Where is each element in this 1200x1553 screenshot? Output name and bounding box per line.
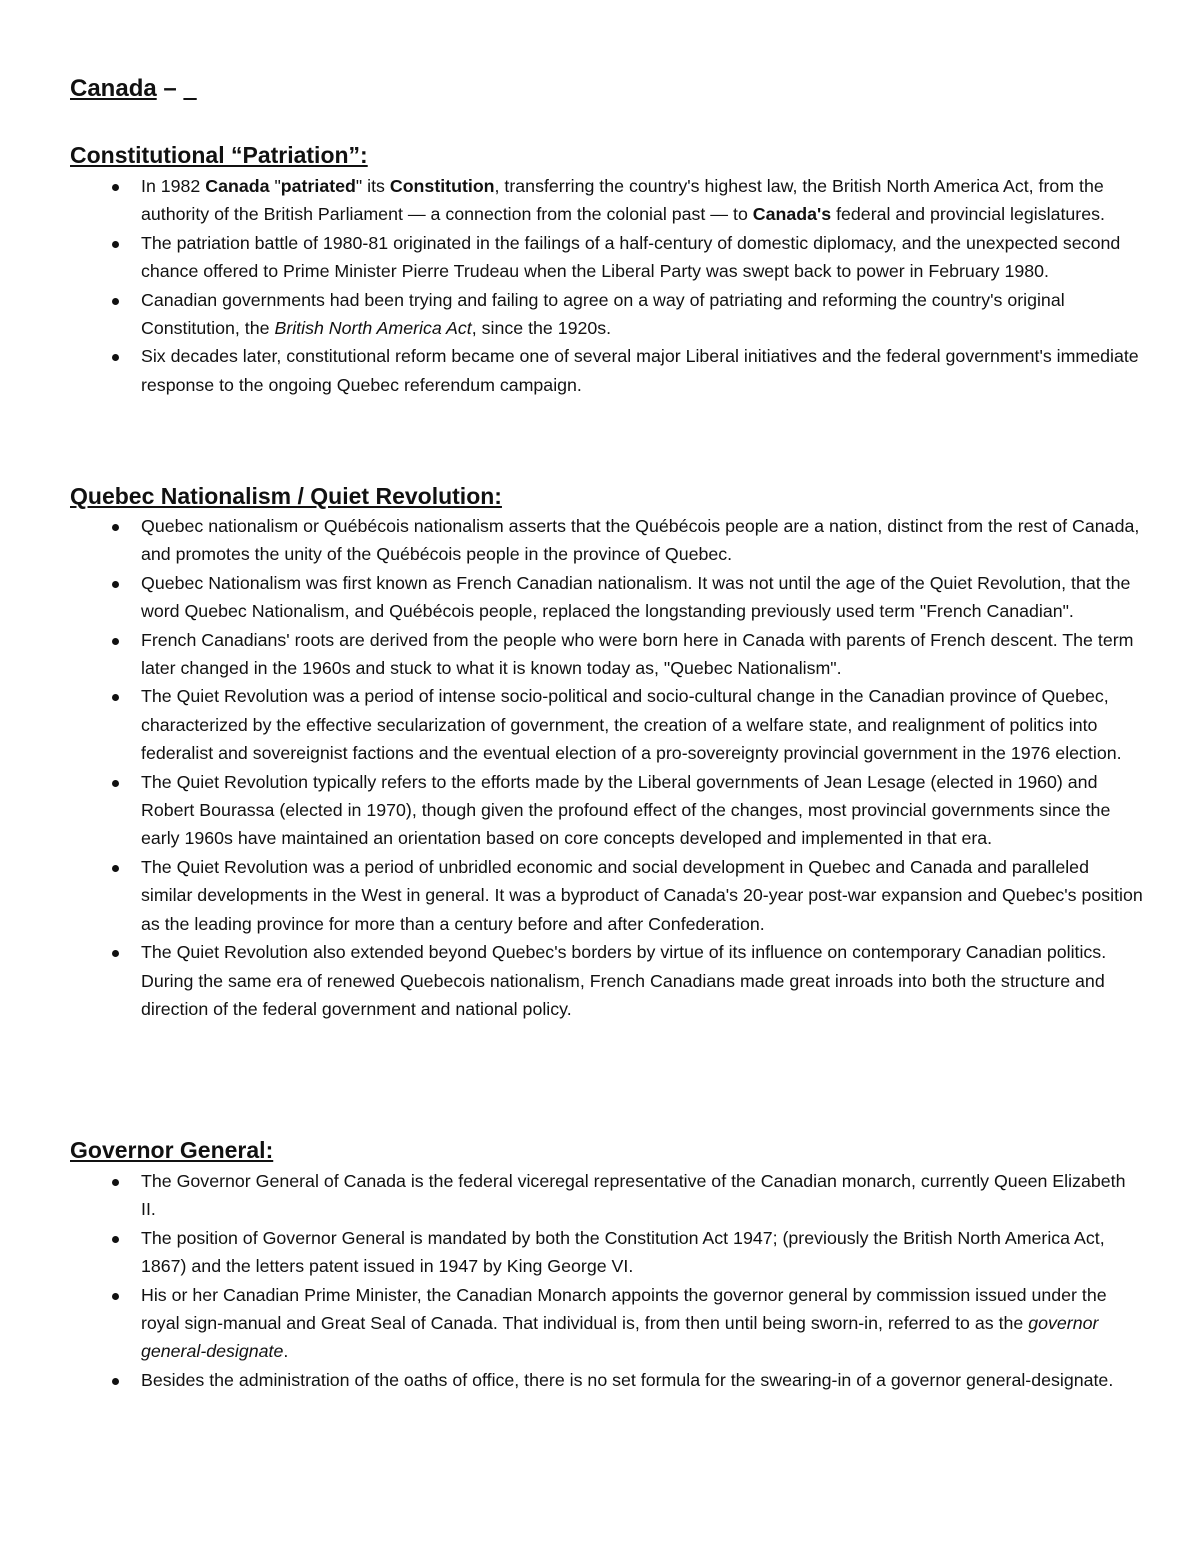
bullet-item [70,286,1145,343]
bullet-item [70,512,1145,569]
section-list-quebec [70,512,1145,1023]
text-run: , since the 1920s. [471,318,612,339]
text-run: The Quiet Revolution was a period of intense socio-political and socio-cultural change in the Canadian province of Quebec, characterized by the effective secularization of government, the creation of a welfare state, and realignment of politics into federalist and sovereignist factions and the eventual election of a pro-sovereignty provincial government in the 1976 election. [141,686,1122,764]
document-title [70,74,197,104]
bold-text: patriated [280,176,356,196]
bullet-item [70,1224,1145,1281]
bullet-dot-icon [112,1236,119,1243]
bullet-dot-icon [112,780,119,787]
bullet-dot-icon [112,524,119,531]
bullet-item [70,1167,1145,1224]
text-run: " [269,176,281,196]
bullet-dot-icon [112,694,119,701]
bullet-item [70,172,1145,229]
section-heading-governor-general: Governor General: [70,1137,274,1163]
bullet-dot-icon [112,581,119,588]
title-main: Canada [70,75,157,102]
bullet-item [70,682,1145,767]
bullet-dot-icon [112,1293,119,1300]
text-run: Six decades later, constitutional reform became one of several major Liberal initiatives and the federal government's immediate response to the ongoing Quebec referendum campaign. [141,346,1139,395]
bullet-item [70,626,1145,683]
text-run: The Quiet Revolution also extended beyond Quebec's borders by virtue of its influence on contemporary Canadian politics. During the same era of renewed Quebecois nationalism, French Canadians made great inroads into both the structure and direction of the federal government and national policy. [141,942,1107,1019]
text-run: Quebec nationalism or Québécois nationalism asserts that the Québécois people are a nation, distinct from the rest of Canada, and promotes the unity of the Québécois people in the province of Quebec. [141,516,1140,565]
bullet-item [70,853,1145,938]
bold-text: Canada's [752,204,832,225]
section-list-governor-general [70,1167,1145,1394]
text-run: French Canadians' roots are derived from the people who were born here in Canada with parents of French descent. The term later changed in the 1960s and stuck to what it is known today as, "Quebec Nationalism". [141,629,1134,679]
bullet-dot-icon [112,1179,119,1186]
text-run: His or her Canadian Prime Minister, the Canadian Monarch appoints the governor general by commission issued under the royal sign-manual and Great Seal of Canada. That individual is, from then until being sworn-in, referred to as the [141,1284,1107,1334]
bullet-item [70,938,1145,1023]
text-run: The patriation battle of 1980-81 originated in the failings of a half-century of domestic diplomacy, and the unexpected second chance offered to Prime Minister Pierre Trudeau when the Liberal Party was swept back to power in February 1980. [141,232,1121,282]
bullet-item [70,1366,1145,1394]
title-blank [183,75,196,102]
bullet-dot-icon [112,298,119,305]
bullet-dot-icon [112,241,119,248]
text-run: Besides the administration of the oaths of office, there is no set formula for the swearing-in of a governor general-designate. [141,1369,1114,1390]
bullet-dot-icon [112,184,119,191]
section-heading-quebec: Quebec Nationalism / Quiet Revolution: [70,483,502,509]
text-run: The position of Governor General is mandated by both the Constitution Act 1947; (previously the British North America Act, 1867) and the letters patent issued in 1947 by King George VI. [141,1227,1105,1277]
text-run: The Quiet Revolution was a period of unbridled economic and social development in Quebec and Canada and paralleled similar developments in the West in general. It was a byproduct of Canada's 20-year post-war expansion and Quebec's position as the leading province for more than a century before and after Confederation. [141,856,1143,934]
bullet-dot-icon [112,1378,119,1385]
text-run: Canadian governments had been trying and failing to agree on a way of patriating and reforming the country's original Constitution, the [141,289,1065,339]
italic-text: governor general-designate [141,1313,1099,1362]
bullet-item [70,768,1145,853]
bullet-dot-icon [112,638,119,645]
text-run: The Governor General of Canada is the federal viceregal representative of the Canadian monarch, currently Queen Elizabeth II. [141,1171,1126,1220]
bold-text: Canada [205,176,270,196]
bullet-dot-icon [112,950,119,957]
section-heading-patriation: Constitutional “Patriation”: [70,142,368,168]
section-list-patriation [70,172,1145,399]
title-dash: – [156,75,184,102]
text-run: , transferring the country's highest law, the British North America Act, from the authority of the British Parliament — a connection from the colonial past — to [141,176,1104,225]
text-run: The Quiet Revolution typically refers to the efforts made by the Liberal governments of Jean Lesage (elected in 1960) and Robert Bourassa (elected in 1970), though given the profound effect of the changes, most provincial governments since the early 1960s have maintained an orientation based on core concepts developed and implemented in that era. [141,771,1111,849]
bold-text: Constitution [389,176,495,196]
bullet-item [70,229,1145,286]
bullet-item [70,1281,1145,1366]
italic-text: British North America Act [274,318,472,339]
text-run: Quebec Nationalism was first known as French Canadian nationalism. It was not until the age of the Quiet Revolution, that the word Quebec Nationalism, and Québécois people, replaced the longstanding previously used term "French Canadian". [141,572,1131,622]
bullet-dot-icon [112,865,119,872]
text-run: In 1982 [141,176,206,196]
text-run: " its [355,176,390,196]
text-run: federal and provincial legislatures. [831,204,1105,225]
bullet-dot-icon [112,354,119,361]
bullet-item [70,569,1145,626]
bullet-item [70,342,1145,399]
text-run: . [283,1341,289,1362]
